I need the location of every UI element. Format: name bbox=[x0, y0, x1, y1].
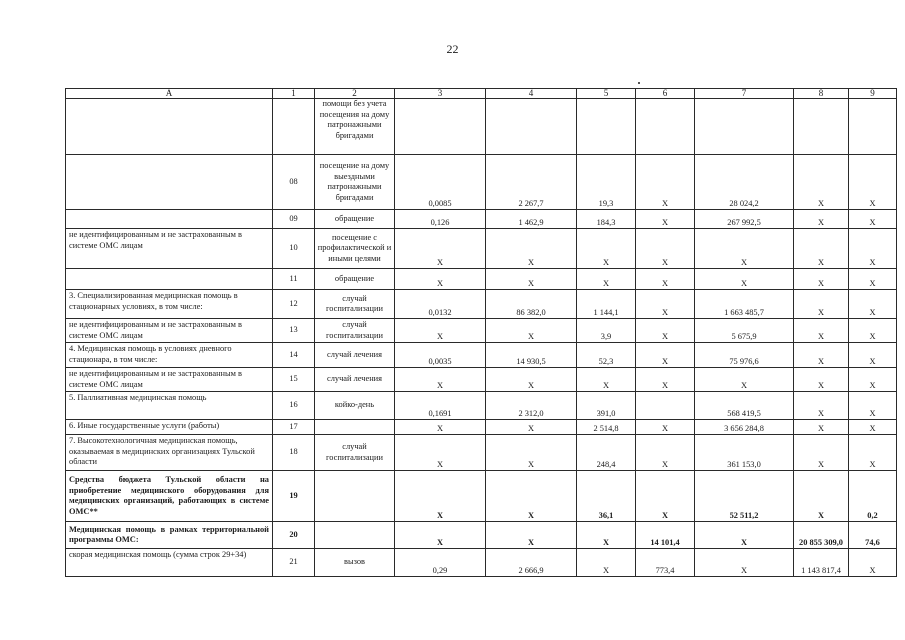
value-cell-c5: 52,3 bbox=[577, 343, 636, 368]
value-cell-c4: 1 462,9 bbox=[486, 210, 577, 229]
header-cell-9: 9 bbox=[849, 89, 897, 99]
unit-cell: обращение bbox=[315, 269, 395, 290]
row-number-cell bbox=[273, 99, 315, 155]
row-number-cell: 15 bbox=[273, 368, 315, 392]
value-cell-c5: 36,1 bbox=[577, 471, 636, 522]
value-cell-c6: 14 101,4 bbox=[636, 522, 695, 549]
value-cell-c6: X bbox=[636, 471, 695, 522]
value-cell-c3: X bbox=[395, 229, 486, 269]
header-cell-8: 8 bbox=[794, 89, 849, 99]
value-cell-c8: 20 855 309,0 bbox=[794, 522, 849, 549]
value-cell-c4: 14 930,5 bbox=[486, 343, 577, 368]
value-cell-c7: X bbox=[695, 229, 794, 269]
value-cell-c9: 0,2 bbox=[849, 471, 897, 522]
table-row bbox=[66, 392, 897, 420]
value-cell-c6: X bbox=[636, 435, 695, 471]
row-name-cell: 7. Высокотехнологичная медицинская помощь, оказываемая в медицинских организациях Тульской области bbox=[66, 435, 273, 471]
table-row bbox=[66, 522, 897, 549]
row-name-cell: не идентифицированным и не застрахованным в системе ОМС лицам bbox=[66, 319, 273, 343]
value-cell-c6: X bbox=[636, 343, 695, 368]
value-cell-c7: 52 511,2 bbox=[695, 471, 794, 522]
row-number-cell: 17 bbox=[273, 420, 315, 435]
value-cell-c8: X bbox=[794, 229, 849, 269]
table-row bbox=[66, 549, 897, 577]
value-cell-c6: X bbox=[636, 210, 695, 229]
value-cell-c5: 248,4 bbox=[577, 435, 636, 471]
value-cell-c7: 28 024,2 bbox=[695, 155, 794, 210]
row-name-cell: не идентифицированным и не застрахованным в системе ОМС лицам bbox=[66, 229, 273, 269]
unit-cell: случай лечения bbox=[315, 368, 395, 392]
value-cell-c6: X bbox=[636, 290, 695, 319]
value-cell-c4: 2 267,7 bbox=[486, 155, 577, 210]
unit-cell bbox=[315, 420, 395, 435]
unit-cell: посещение на дому выездными патронажными бригадами bbox=[315, 155, 395, 210]
table-row bbox=[66, 155, 897, 210]
value-cell-c8: 1 143 817,4 bbox=[794, 549, 849, 577]
value-cell-c3: 0,0085 bbox=[395, 155, 486, 210]
row-name-cell: 3. Специализированная медицинская помощь в стационарных условиях, в том числе: bbox=[66, 290, 273, 319]
value-cell-c3: 0,0132 bbox=[395, 290, 486, 319]
value-cell-c9: X bbox=[849, 229, 897, 269]
row-number-cell: 18 bbox=[273, 435, 315, 471]
value-cell-c6: X bbox=[636, 319, 695, 343]
table-row bbox=[66, 435, 897, 471]
value-cell-c3: 0,126 bbox=[395, 210, 486, 229]
value-cell-c4: 86 382,0 bbox=[486, 290, 577, 319]
value-cell-c7: X bbox=[695, 522, 794, 549]
value-cell-c6: X bbox=[636, 368, 695, 392]
value-cell-c7: 3 656 284,8 bbox=[695, 420, 794, 435]
value-cell-c8: X bbox=[794, 269, 849, 290]
value-cell-c3: X bbox=[395, 368, 486, 392]
value-cell-c5: 3,9 bbox=[577, 319, 636, 343]
table-row bbox=[66, 99, 897, 155]
row-number-cell: 09 bbox=[273, 210, 315, 229]
value-cell-c7: X bbox=[695, 549, 794, 577]
header-row bbox=[66, 89, 897, 99]
value-cell-c8: X bbox=[794, 155, 849, 210]
value-cell-c5 bbox=[577, 99, 636, 155]
unit-cell: койко-день bbox=[315, 392, 395, 420]
table-row bbox=[66, 420, 897, 435]
value-cell-c4: X bbox=[486, 269, 577, 290]
row-number-cell: 16 bbox=[273, 392, 315, 420]
value-cell-c3: X bbox=[395, 471, 486, 522]
value-cell-c6 bbox=[636, 392, 695, 420]
value-cell-c4: X bbox=[486, 435, 577, 471]
value-cell-c9: X bbox=[849, 210, 897, 229]
value-cell-c4 bbox=[486, 99, 577, 155]
value-cell-c9: X bbox=[849, 155, 897, 210]
value-cell-c8: X bbox=[794, 210, 849, 229]
value-cell-c3: X bbox=[395, 435, 486, 471]
value-cell-c4: 2 312,0 bbox=[486, 392, 577, 420]
row-number-cell: 08 bbox=[273, 155, 315, 210]
value-cell-c3: X bbox=[395, 522, 486, 549]
row-name-cell: Медицинская помощь в рамках территориальной программы ОМС: bbox=[66, 522, 273, 549]
value-cell-c7: 568 419,5 bbox=[695, 392, 794, 420]
header-cell-5: 5 bbox=[577, 89, 636, 99]
row-number-cell: 14 bbox=[273, 343, 315, 368]
row-number-cell: 20 bbox=[273, 522, 315, 549]
row-name-cell: не идентифицированным и не застрахованным в системе ОМС лицам bbox=[66, 368, 273, 392]
unit-cell: случай госпитализации bbox=[315, 319, 395, 343]
unit-cell: помощи без учета посещения на дому патронажными бригадами bbox=[315, 99, 395, 155]
table-row bbox=[66, 210, 897, 229]
table-row bbox=[66, 471, 897, 522]
value-cell-c9: X bbox=[849, 319, 897, 343]
value-cell-c5: 184,3 bbox=[577, 210, 636, 229]
unit-cell: вызов bbox=[315, 549, 395, 577]
value-cell-c3: 0,0035 bbox=[395, 343, 486, 368]
unit-cell bbox=[315, 522, 395, 549]
value-cell-c8: X bbox=[794, 471, 849, 522]
page-number: 22 bbox=[446, 42, 459, 56]
value-cell-c5: X bbox=[577, 269, 636, 290]
value-cell-c9: X bbox=[849, 269, 897, 290]
value-cell-c9: X bbox=[849, 435, 897, 471]
unit-cell bbox=[315, 471, 395, 522]
value-cell-c9: X bbox=[849, 290, 897, 319]
value-cell-c6: X bbox=[636, 420, 695, 435]
header-cell-6: 6 bbox=[636, 89, 695, 99]
row-number-cell: 12 bbox=[273, 290, 315, 319]
value-cell-c3: X bbox=[395, 319, 486, 343]
row-number-cell: 10 bbox=[273, 229, 315, 269]
value-cell-c5: 19,3 bbox=[577, 155, 636, 210]
value-cell-c8: X bbox=[794, 435, 849, 471]
table-row bbox=[66, 229, 897, 269]
value-cell-c4: X bbox=[486, 420, 577, 435]
unit-cell: случай госпитализации bbox=[315, 290, 395, 319]
row-name-cell: Средства бюджета Тульской области на приобретение медицинского оборудования для медицинских организаций, работающих в системе ОМС** bbox=[66, 471, 273, 522]
value-cell-c9: X bbox=[849, 343, 897, 368]
value-cell-c7: X bbox=[695, 269, 794, 290]
header-cell-4: 4 bbox=[486, 89, 577, 99]
value-cell-c7: X bbox=[695, 368, 794, 392]
value-cell-c7: 5 675,9 bbox=[695, 319, 794, 343]
value-cell-c9 bbox=[849, 99, 897, 155]
value-cell-c3: 0,1691 bbox=[395, 392, 486, 420]
table-row bbox=[66, 343, 897, 368]
value-cell-c9: X bbox=[849, 549, 897, 577]
value-cell-c4: X bbox=[486, 319, 577, 343]
row-name-cell: 6. Иные государственные услуги (работы) bbox=[66, 420, 273, 435]
value-cell-c6 bbox=[636, 99, 695, 155]
row-number-cell: 21 bbox=[273, 549, 315, 577]
row-name-cell bbox=[66, 155, 273, 210]
value-cell-c8: X bbox=[794, 319, 849, 343]
header-cell-7: 7 bbox=[695, 89, 794, 99]
value-cell-c6: 773,4 bbox=[636, 549, 695, 577]
table-row bbox=[66, 319, 897, 343]
value-cell-c9: 74,6 bbox=[849, 522, 897, 549]
table-row bbox=[66, 290, 897, 319]
scan-speck bbox=[638, 82, 640, 84]
value-cell-c8: X bbox=[794, 290, 849, 319]
row-number-cell: 13 bbox=[273, 319, 315, 343]
value-cell-c5: 2 514,8 bbox=[577, 420, 636, 435]
value-cell-c6: X bbox=[636, 155, 695, 210]
value-cell-c5: X bbox=[577, 522, 636, 549]
header-cell-1: 1 bbox=[273, 89, 315, 99]
table-row bbox=[66, 368, 897, 392]
value-cell-c4: 2 666,9 bbox=[486, 549, 577, 577]
row-name-cell bbox=[66, 210, 273, 229]
value-cell-c6: X bbox=[636, 229, 695, 269]
unit-cell: обращение bbox=[315, 210, 395, 229]
row-name-cell bbox=[66, 269, 273, 290]
value-cell-c4: X bbox=[486, 471, 577, 522]
value-cell-c5: X bbox=[577, 549, 636, 577]
value-cell-c3: 0,29 bbox=[395, 549, 486, 577]
value-cell-c3: X bbox=[395, 269, 486, 290]
value-cell-c5: 1 144,1 bbox=[577, 290, 636, 319]
value-cell-c4: X bbox=[486, 368, 577, 392]
value-cell-c4: X bbox=[486, 522, 577, 549]
header-cell-a: А bbox=[66, 89, 273, 99]
row-number-cell: 19 bbox=[273, 471, 315, 522]
value-cell-c8: X bbox=[794, 368, 849, 392]
value-cell-c5: X bbox=[577, 368, 636, 392]
value-cell-c9: X bbox=[849, 392, 897, 420]
value-cell-c3: X bbox=[395, 420, 486, 435]
statistics-table bbox=[65, 88, 897, 577]
value-cell-c7 bbox=[695, 99, 794, 155]
value-cell-c9: X bbox=[849, 420, 897, 435]
header-cell-2: 2 bbox=[315, 89, 395, 99]
row-number-cell: 11 bbox=[273, 269, 315, 290]
value-cell-c7: 361 153,0 bbox=[695, 435, 794, 471]
row-name-cell bbox=[66, 99, 273, 155]
row-name-cell: 5. Паллиативная медицинская помощь bbox=[66, 392, 273, 420]
value-cell-c5: 391,0 bbox=[577, 392, 636, 420]
row-name-cell: скорая медицинская помощь (сумма строк 29+34) bbox=[66, 549, 273, 577]
value-cell-c7: 1 663 485,7 bbox=[695, 290, 794, 319]
value-cell-c9: X bbox=[849, 368, 897, 392]
value-cell-c5: X bbox=[577, 229, 636, 269]
unit-cell: случай лечения bbox=[315, 343, 395, 368]
unit-cell: посещение с профилактической и иными целями bbox=[315, 229, 395, 269]
unit-cell: случай госпитализации bbox=[315, 435, 395, 471]
header-cell-3: 3 bbox=[395, 89, 486, 99]
value-cell-c3 bbox=[395, 99, 486, 155]
value-cell-c8: X bbox=[794, 343, 849, 368]
value-cell-c8: X bbox=[794, 392, 849, 420]
value-cell-c7: 75 976,6 bbox=[695, 343, 794, 368]
row-name-cell: 4. Медицинская помощь в условиях дневного стационара, в том числе: bbox=[66, 343, 273, 368]
value-cell-c8 bbox=[794, 99, 849, 155]
value-cell-c6: X bbox=[636, 269, 695, 290]
value-cell-c7: 267 992,5 bbox=[695, 210, 794, 229]
value-cell-c4: X bbox=[486, 229, 577, 269]
value-cell-c8: X bbox=[794, 420, 849, 435]
table-row bbox=[66, 269, 897, 290]
